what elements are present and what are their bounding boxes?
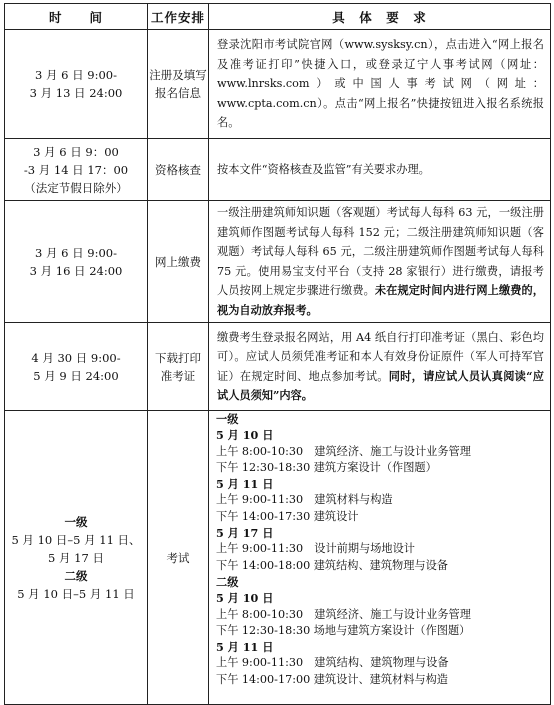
schedule-heading: 一级 xyxy=(216,412,239,426)
time-cell xyxy=(5,139,148,201)
time-cell xyxy=(5,201,148,323)
task-cell xyxy=(148,411,209,705)
time-line: 3 月 6 日 9:00- xyxy=(35,245,117,260)
requirement-warning: 未在规定时间内进行网上缴费的，视为自动放弃报考。 xyxy=(217,283,544,317)
schedule-session: 上午 8:00-10:30 建筑经济、施工与设计业务管理 xyxy=(216,607,471,621)
schedule-heading: 二级 xyxy=(216,574,239,589)
schedule-session: 下午 12:30-18:30 场地与建筑方案设计（作图题） xyxy=(216,623,471,637)
task-line: 报名信息 xyxy=(155,86,201,100)
time-line: 4 月 30 日 9:00- xyxy=(31,350,121,365)
time-cell xyxy=(5,323,148,411)
schedule-heading: 5 月 17 日 xyxy=(216,526,274,541)
table-header-row xyxy=(5,4,551,30)
schedule-heading: 5 月 10 日 xyxy=(216,428,274,443)
time-line: 3 月 6 日 9：00 xyxy=(33,144,119,159)
time-line: 5 月 9 日 24:00 xyxy=(33,368,119,383)
header-time: 时 间 xyxy=(5,4,148,30)
exam-schedule-table xyxy=(4,3,551,705)
schedule-heading: 5 月 11 日 xyxy=(216,640,274,655)
task-line: 考试 xyxy=(166,550,190,565)
task-cell xyxy=(148,323,209,411)
time-line: 3 月 13 日 24:00 xyxy=(29,86,123,100)
schedule-session: 上午 9:00-11:30 建筑材料与构造 xyxy=(216,493,393,507)
time-line: 3 月 6 日 9:00- xyxy=(35,68,117,82)
task-line: 网上缴费 xyxy=(155,254,201,269)
exam-schedule-cell xyxy=(209,411,551,705)
requirement-cell xyxy=(209,139,551,201)
time-line: 3 月 16 日 24:00 xyxy=(29,263,123,278)
requirement-cell xyxy=(209,30,551,139)
level-two-label: 二级 xyxy=(64,568,88,583)
table-row xyxy=(5,201,551,323)
requirement-cell xyxy=(209,201,551,323)
task-line: 准考证 xyxy=(160,368,196,383)
requirement-text: 登录沈阳市考试院官网（www.sysksy.cn），点击进入“网上报名及准考证打印”快捷入口，或登录辽宁人事考试网（网址：www.lnrsks.com）或中国人事考试网（网址：www.cpta.com.cn）。点击“网上报名”快捷按钮进入报名系统报名。 xyxy=(217,38,544,130)
time-cell xyxy=(5,30,148,139)
requirement-text: 一级注册建筑师知识题（客观题）考试每人每科 63 元，一级注册建筑师作图题考试每人每科 152 元；二级注册建筑师知识题（客观题）考试每人每科 65 元，二级注册建筑师作图题考试每人每科 75 元。使用易宝支付平台（支持 28 家银行）进行缴费，请报考人员按网上规定步骤进行缴费。 xyxy=(217,206,544,297)
time-note: （法定节假日除外） xyxy=(24,180,128,195)
header-task: 工作安排 xyxy=(148,4,209,30)
table-row xyxy=(5,411,551,705)
schedule-session: 上午 9:00-11:30 设计前期与场地设计 xyxy=(216,542,415,556)
table-row xyxy=(5,30,551,139)
time-line: -3 月 14 日 17：00 xyxy=(23,162,129,177)
time-line: 5 月 10 日–5 月 11 日 xyxy=(17,586,135,601)
task-line: 资格核查 xyxy=(155,162,201,177)
schedule-session: 上午 8:00-10:30 建筑经济、施工与设计业务管理 xyxy=(216,444,471,458)
task-cell xyxy=(148,30,209,139)
task-line: 注册及填写 xyxy=(149,68,207,82)
table-row xyxy=(5,139,551,201)
task-cell xyxy=(148,139,209,201)
schedule-session: 下午 14:00-17:30 建筑设计 xyxy=(216,509,359,523)
requirement-notice: 同时，请应试人员认真阅读“应试人员须知”内容。 xyxy=(217,368,544,402)
time-line: 5 月 10 日–5 月 11 日、 xyxy=(11,532,141,547)
requirement-cell xyxy=(209,323,551,411)
task-cell xyxy=(148,201,209,323)
time-cell xyxy=(5,411,148,705)
header-requirements: 具 体 要 求 xyxy=(209,4,551,30)
level-one-label: 一级 xyxy=(64,514,88,529)
task-line: 下载打印 xyxy=(155,350,201,365)
schedule-heading: 5 月 10 日 xyxy=(216,591,274,606)
requirement-text: 缴费考生登录报名网站，用 A4 纸自行打印准考证（黑白、彩色均可）。应试人员须凭准考证和本人有效身份证原件（军人可持军官证）在规定时间、地点参加考试。 xyxy=(217,330,544,383)
schedule-session: 下午 14:00-17:00 建筑设计、建筑材料与构造 xyxy=(216,672,448,686)
schedule-heading: 5 月 11 日 xyxy=(216,477,274,492)
time-line: 5 月 17 日 xyxy=(48,550,104,565)
schedule-session: 下午 14:00-18:00 建筑结构、建筑物理与设备 xyxy=(216,558,448,572)
schedule-session: 上午 9:00-11:30 建筑结构、建筑物理与设备 xyxy=(216,656,449,670)
schedule-session: 下午 12:30-18:30 建筑方案设计（作图题） xyxy=(216,460,437,474)
requirement-text: 按本文件“资格核查及监管”有关要求办理。 xyxy=(217,162,430,176)
table-row xyxy=(5,323,551,411)
